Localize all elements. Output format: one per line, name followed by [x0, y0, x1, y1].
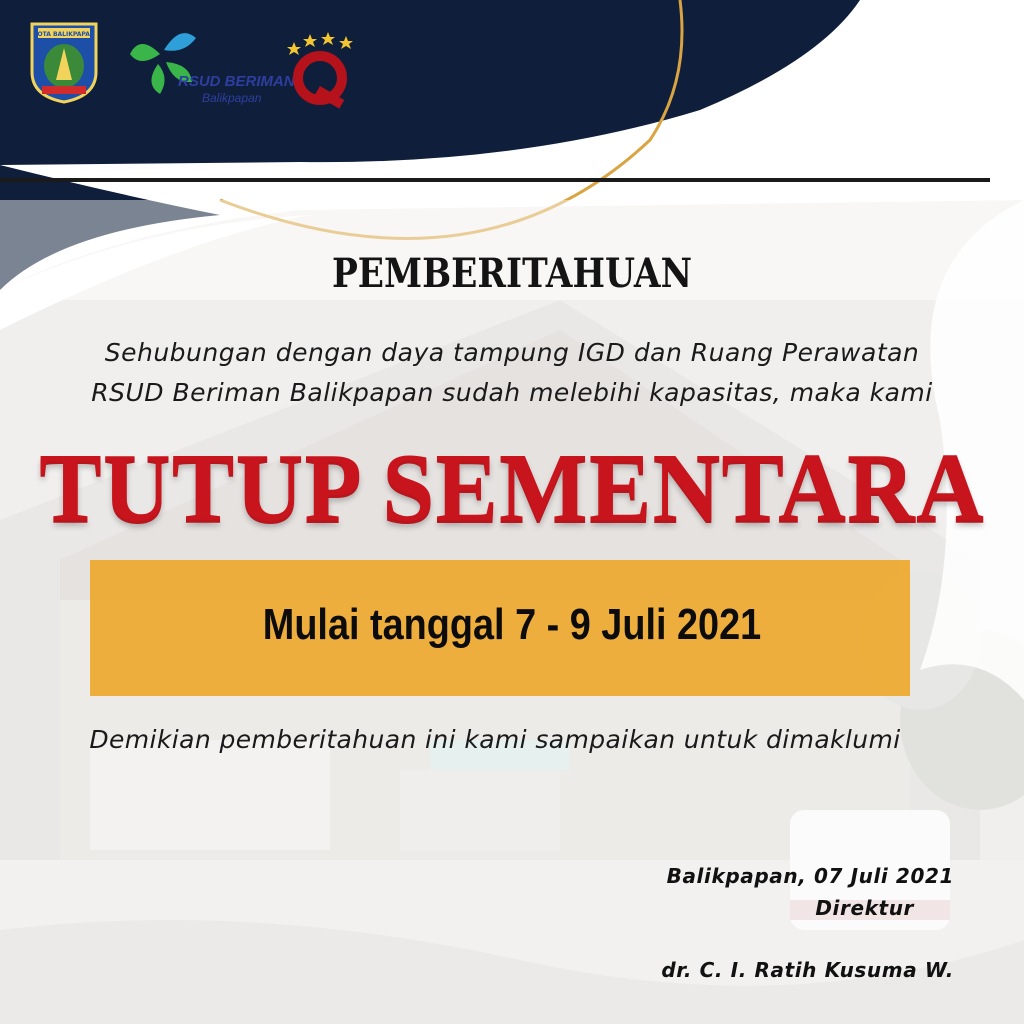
signature-title: Direktur: [815, 896, 914, 920]
notice-line-2: RSUD Beriman Balikpapan sudah melebihi kapasitas, maka kami: [91, 378, 933, 407]
svg-text:KOTA BALIKPAPAN: KOTA BALIKPAPAN: [33, 31, 95, 38]
rsud-beriman-logo: [120, 24, 295, 110]
closure-title: TUTUP SEMENTARA: [39, 434, 985, 542]
notice-heading: PEMBERITAHUAN: [331, 250, 693, 297]
notice-line-1: Sehubungan dengan daya tampung IGD dan Ruang Perawatan: [104, 338, 920, 367]
signature-place-date: Balikpapan, 07 Juli 2021: [666, 864, 954, 888]
svg-text:RSUD BERIMAN: RSUD BERIMAN: [178, 73, 295, 90]
closing-line: Demikian pemberitahuan ini kami sampaikan untuk dimaklumi: [89, 725, 901, 754]
city-seal-logo: [28, 20, 100, 104]
quality-seal-logo: [284, 28, 364, 108]
signature-name: dr. C. I. Ratih Kusuma W.: [661, 958, 954, 982]
svg-text:Balikpapan: Balikpapan: [202, 91, 262, 105]
header-divider: [0, 178, 990, 182]
date-range: Mulai tanggal 7 - 9 Juli 2021: [262, 600, 762, 649]
